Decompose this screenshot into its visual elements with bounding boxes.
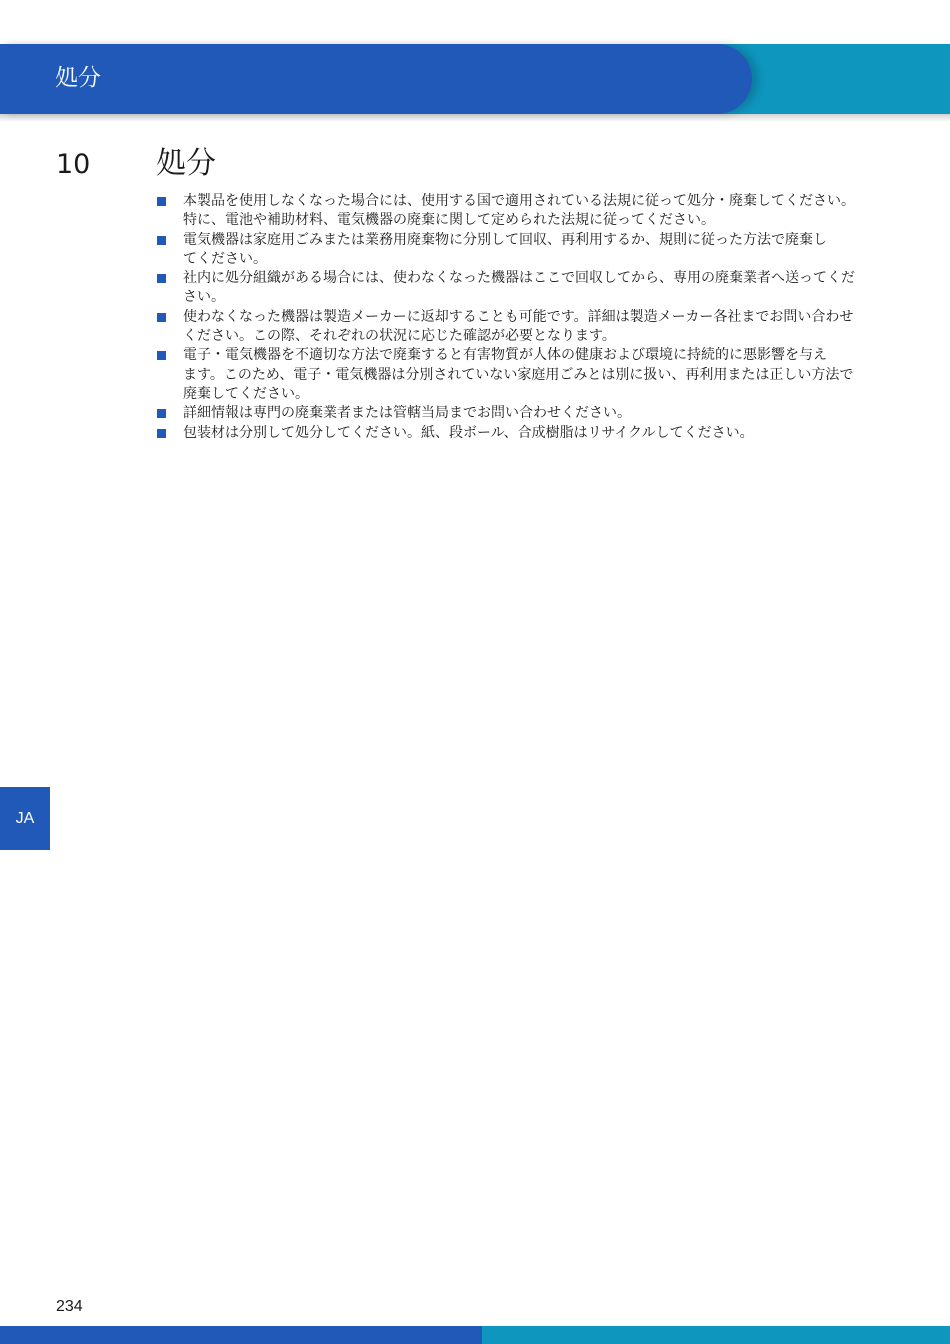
- list-item: [156, 231, 896, 270]
- square-bullet-icon: [157, 351, 166, 360]
- square-bullet-icon: [157, 236, 166, 245]
- list-item-line: 使わなくなった機器は製造メーカーに返却することも可能です。詳細は製造メーカー各社までお問い合わせ: [183, 308, 854, 325]
- header-banner: [0, 44, 752, 114]
- header-shadow: [0, 114, 950, 122]
- disposal-instructions-list: [156, 192, 896, 443]
- list-item-line: 廃棄してください。: [183, 385, 309, 402]
- list-item: [156, 424, 896, 443]
- footer-bar-primary: [0, 1326, 482, 1344]
- list-item-line: 本製品を使用しなくなった場合には、使用する国で適用されている法規に従って処分・廃棄してください。: [183, 193, 855, 209]
- list-item: [156, 404, 896, 423]
- section-number: 10: [56, 149, 91, 180]
- section-title: 処分: [156, 146, 216, 181]
- list-item-line: 包装材は分別して処分してください。紙、段ボール、合成樹脂はリサイクルしてください。: [183, 424, 754, 441]
- list-item: [156, 308, 896, 347]
- list-item-line: ます。このため、電子・電気機器は分別されていない家庭用ごみとは別に扱い、再利用または正しい方法で: [183, 366, 854, 383]
- list-item-line: 特に、電池や補助材料、電気機器の廃棄に関して定められた法規に従ってください。: [183, 212, 715, 229]
- list-item-line: 電気機器は家庭用ごみまたは業務用廃棄物に分別して回収、再利用するか、規則に従った方法で廃棄し: [183, 231, 827, 248]
- list-item-line: さい。: [183, 289, 225, 306]
- square-bullet-icon: [157, 274, 166, 283]
- square-bullet-icon: [157, 197, 166, 206]
- list-item: [156, 346, 896, 404]
- footer-bar-accent: [482, 1326, 950, 1344]
- list-item: [156, 269, 896, 308]
- language-tab: JA: [0, 787, 50, 850]
- square-bullet-icon: [157, 313, 166, 322]
- list-item-line: てください。: [183, 250, 267, 267]
- page-number: 234: [56, 1298, 83, 1315]
- list-item: [156, 192, 896, 231]
- square-bullet-icon: [157, 429, 166, 438]
- list-item-line: 電子・電気機器を不適切な方法で廃棄すると有害物質が人体の健康および環境に持続的に悪影響を与え: [183, 347, 827, 364]
- square-bullet-icon: [157, 409, 166, 418]
- header-title: 処分: [55, 65, 101, 91]
- list-item-line: 社内に処分組織がある場合には、使わなくなった機器はここで回収してから、専用の廃棄業者へ送ってくだ: [183, 270, 855, 287]
- list-item-line: ください。この際、それぞれの状況に応じた確認が必要となります。: [183, 328, 616, 345]
- list-item-line: 詳細情報は専門の廃棄業者または管轄当局までお問い合わせください。: [183, 405, 631, 422]
